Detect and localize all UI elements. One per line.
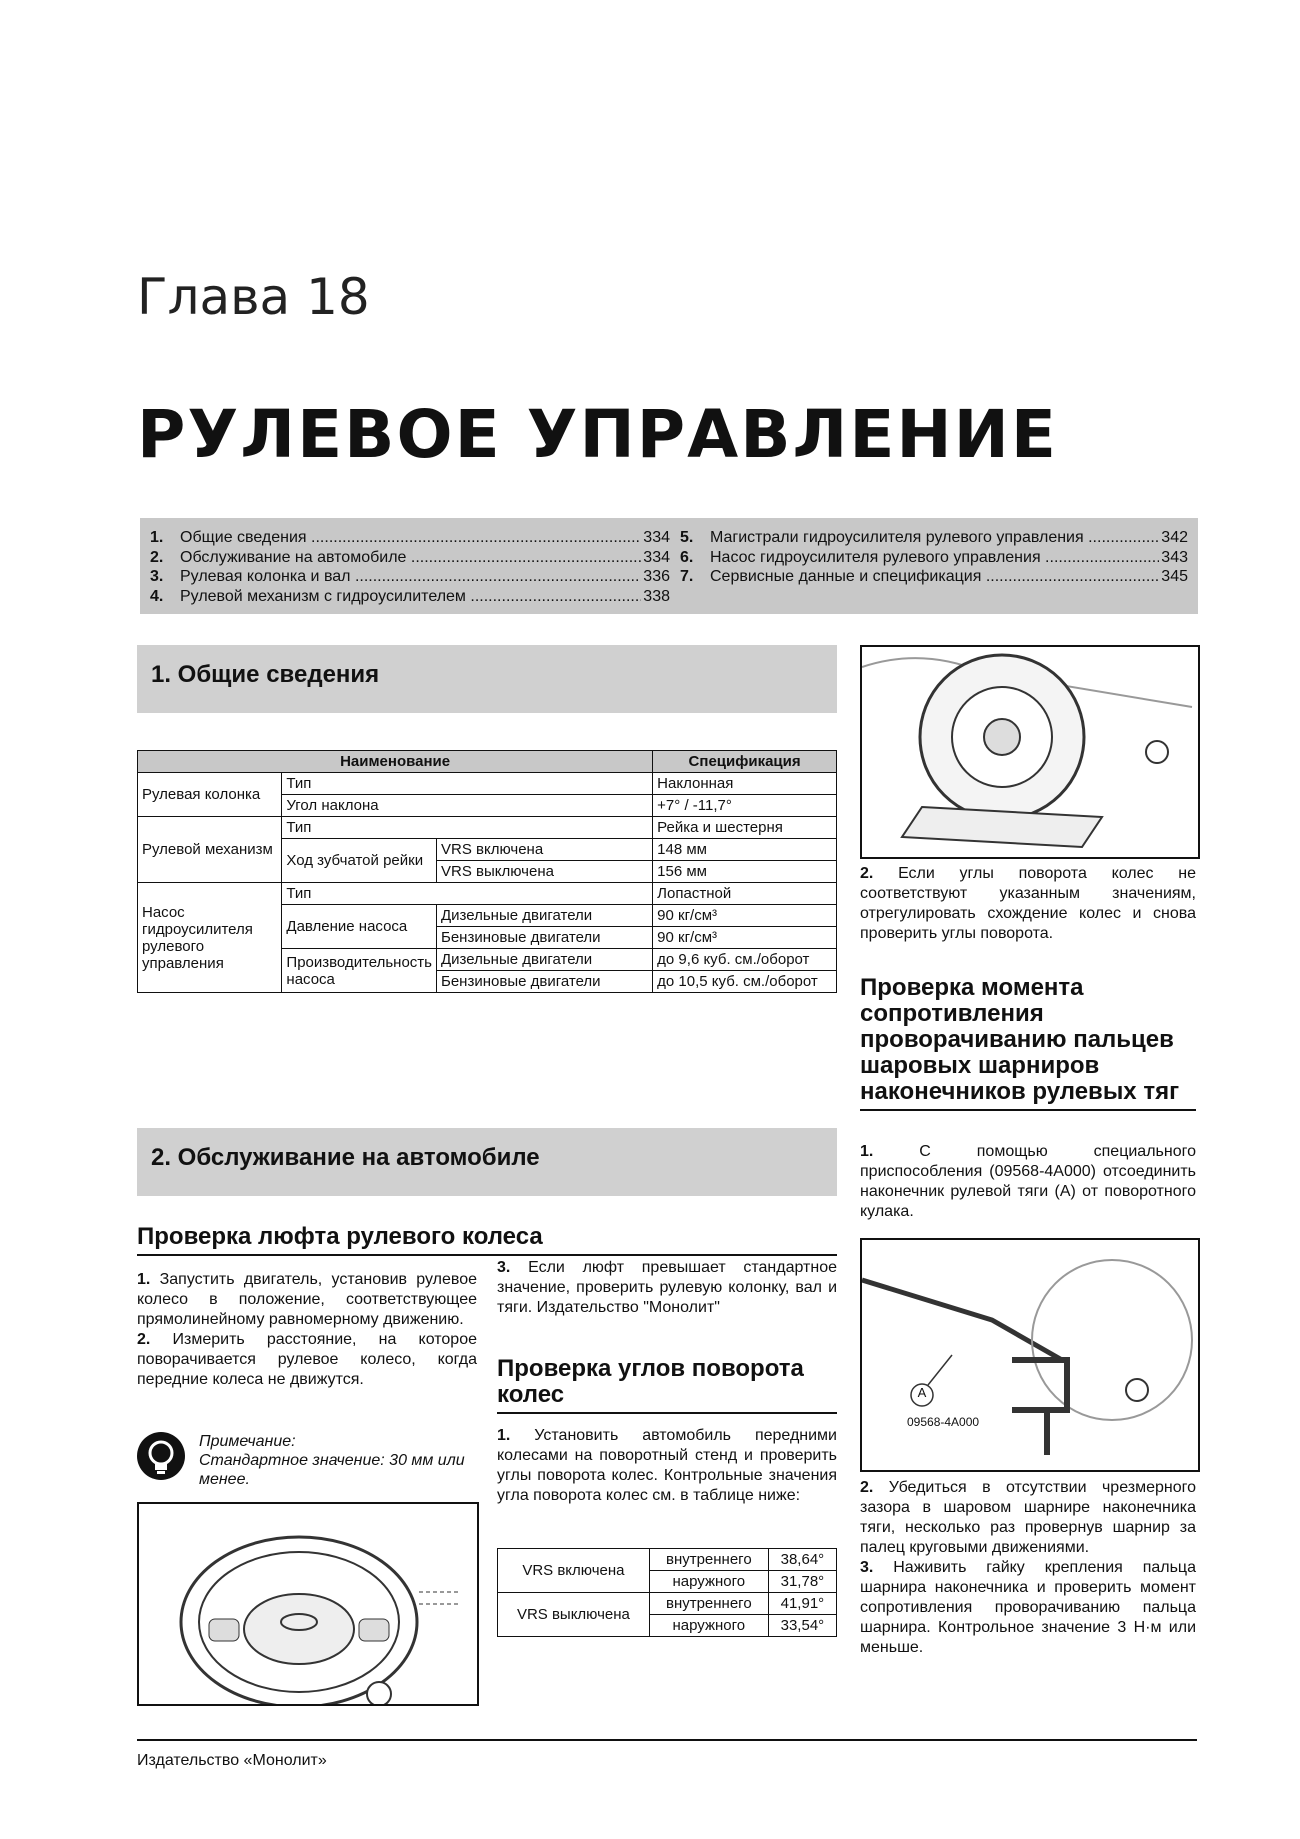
toc-right-column — [680, 528, 1188, 587]
angles-value: 33,54° — [768, 1615, 836, 1637]
toc-left-column — [150, 528, 670, 606]
toc-item[interactable]: 5. Магистрали гидроусилителя рулевого управления ..... 342 — [680, 528, 1188, 548]
lightbulb-icon — [137, 1432, 185, 1480]
steering-play-heading: Проверка люфта рулевого колеса — [137, 1224, 837, 1256]
spec-subparam: Дизельные двигатели — [437, 949, 653, 971]
spec-subparam: VRS выключена — [437, 861, 653, 883]
note-text: Стандартное значение: 30 мм или менее. — [199, 1452, 465, 1488]
spec-param: Тип — [282, 817, 653, 839]
angles-value: 41,91° — [768, 1593, 836, 1615]
puller-tool-figure — [860, 1238, 1200, 1472]
spec-subparam: Бензиновые двигатели — [437, 971, 653, 993]
note-block — [137, 1430, 477, 1492]
ball-joint-heading: Проверка момента сопротивления проворачиванию пальцев шаровых шарниров наконечников рулевых тяг — [860, 975, 1196, 1111]
spec-value: 148 мм — [653, 839, 837, 861]
spec-table — [137, 750, 837, 993]
angles-value: 38,64° — [768, 1549, 836, 1571]
turn-angles-step-2: 2. Если углы поворота колес не соответствуют указанным значениям, отрегулировать схождение колес и снова проверить углы поворота. — [860, 865, 1196, 942]
spec-value: 156 мм — [653, 861, 837, 883]
page-title: РУЛЕВОЕ УПРАВЛЕНИЕ — [137, 396, 1058, 473]
toc-item[interactable]: 6. Насос гидроусилителя рулевого управления ..... 343 — [680, 548, 1188, 568]
spec-group: Рулевая колонка — [138, 773, 282, 817]
note-label: Примечание: — [199, 1433, 296, 1450]
table-of-contents — [140, 518, 1198, 614]
spec-value: до 9,6 куб. см./оборот — [653, 949, 837, 971]
section-2-header — [137, 1128, 837, 1196]
spec-subparam: Бензиновые двигатели — [437, 927, 653, 949]
angles-value: 31,78° — [768, 1571, 836, 1593]
spec-head-name: Наименование — [138, 751, 653, 773]
figure-tool-code: 09568-4A000 — [907, 1415, 980, 1429]
turn-angles-table — [497, 1548, 837, 1637]
spec-head-spec: Спецификация — [653, 751, 837, 773]
spec-value: Рейка и шестерня — [653, 817, 837, 839]
spec-param: Тип — [282, 883, 653, 905]
steering-play-step-3: 3. Если люфт превышает стандартное значение, проверить рулевую колонку, вал и тяги. Издательство "Монолит" — [497, 1259, 838, 1316]
spec-group: Насос гидроусилителя рулевого управления — [138, 883, 282, 993]
turn-angles-heading: Проверка углов поворота колес — [497, 1356, 837, 1414]
footer-publisher: Издательство «Монолит» — [137, 1752, 327, 1769]
figure-callout-a: A — [917, 1385, 927, 1400]
spec-group: Рулевой механизм — [138, 817, 282, 883]
angles-label: внутреннего — [649, 1549, 768, 1571]
ball-joint-step-1: 1. С помощью специального приспособления (09568-4А000) отсоединить наконечник рулевой тяги (А) от поворотного кулака. — [860, 1143, 1196, 1220]
wheel-turntable-figure — [860, 645, 1200, 859]
puller-tool-illustration — [862, 1240, 1198, 1470]
spec-value: Лопастной — [653, 883, 837, 905]
angles-vrs-on: VRS включена — [498, 1549, 650, 1593]
spec-value: 90 кг/см³ — [653, 905, 837, 927]
spec-param: Ход зубчатой рейки — [282, 839, 437, 883]
turn-angles-text: 1. Установить автомобиль передними колесами на поворотный стенд и проверить углы поворота колес. Контрольные значения угла поворота колес см. в таблице ниже: — [497, 1427, 837, 1504]
spec-param: Давление насоса — [282, 905, 437, 949]
spec-param: Тип — [282, 773, 653, 795]
chapter-label: Глава 18 — [137, 268, 370, 326]
section-1-title: 1. Общие сведения — [151, 661, 380, 688]
steering-wheel-illustration — [139, 1504, 477, 1704]
angles-vrs-off: VRS выключена — [498, 1593, 650, 1637]
spec-subparam: VRS включена — [437, 839, 653, 861]
spec-param: Производительность насоса — [282, 949, 437, 993]
footer-divider — [137, 1739, 1197, 1741]
section-2-title: 2. Обслуживание на автомобиле — [151, 1144, 540, 1171]
spec-subparam: Дизельные двигатели — [437, 905, 653, 927]
toc-item[interactable]: 2. Обслуживание на автомобиле ..... 334 — [150, 548, 670, 568]
wheel-turntable-illustration — [862, 647, 1198, 857]
spec-param: Угол наклона — [282, 795, 653, 817]
steering-play-text: 1. Запустить двигатель, установив рулевое колесо в положение, соответствующее прямолинейному равномерному движению. 2. Измерить расстояние, на которое поворачивается рулевое колесо, когда передние колеса не движутся. — [137, 1271, 477, 1388]
angles-label: внутреннего — [649, 1593, 768, 1615]
section-1-header — [137, 645, 837, 713]
toc-item[interactable]: 4. Рулевой механизм с гидроусилителем ..... 338 — [150, 587, 670, 607]
toc-item[interactable]: 7. Сервисные данные и спецификация ..... 345 — [680, 567, 1188, 587]
spec-value: Наклонная — [653, 773, 837, 795]
ball-joint-steps-2-3: 2. Убедиться в отсутствии чрезмерного зазора в шаровом шарнире наконечника тяги, несколько раз провернув шарнир за палец круговыми движениями. 3. Наживить гайку крепления пальца шарнира наконечника и проверить момент сопротивления проворачиванию пальца шарнира. Контрольное значение 3 Н·м или меньше. — [860, 1479, 1196, 1656]
angles-label: наружного — [649, 1571, 768, 1593]
toc-item[interactable]: 1. Общие сведения ..... 334 — [150, 528, 670, 548]
toc-item[interactable]: 3. Рулевая колонка и вал ..... 336 — [150, 567, 670, 587]
angles-label: наружного — [649, 1615, 768, 1637]
spec-value: до 10,5 куб. см./оборот — [653, 971, 837, 993]
spec-value: 90 кг/см³ — [653, 927, 837, 949]
spec-value: +7° / -11,7° — [653, 795, 837, 817]
steering-wheel-figure — [137, 1502, 479, 1706]
